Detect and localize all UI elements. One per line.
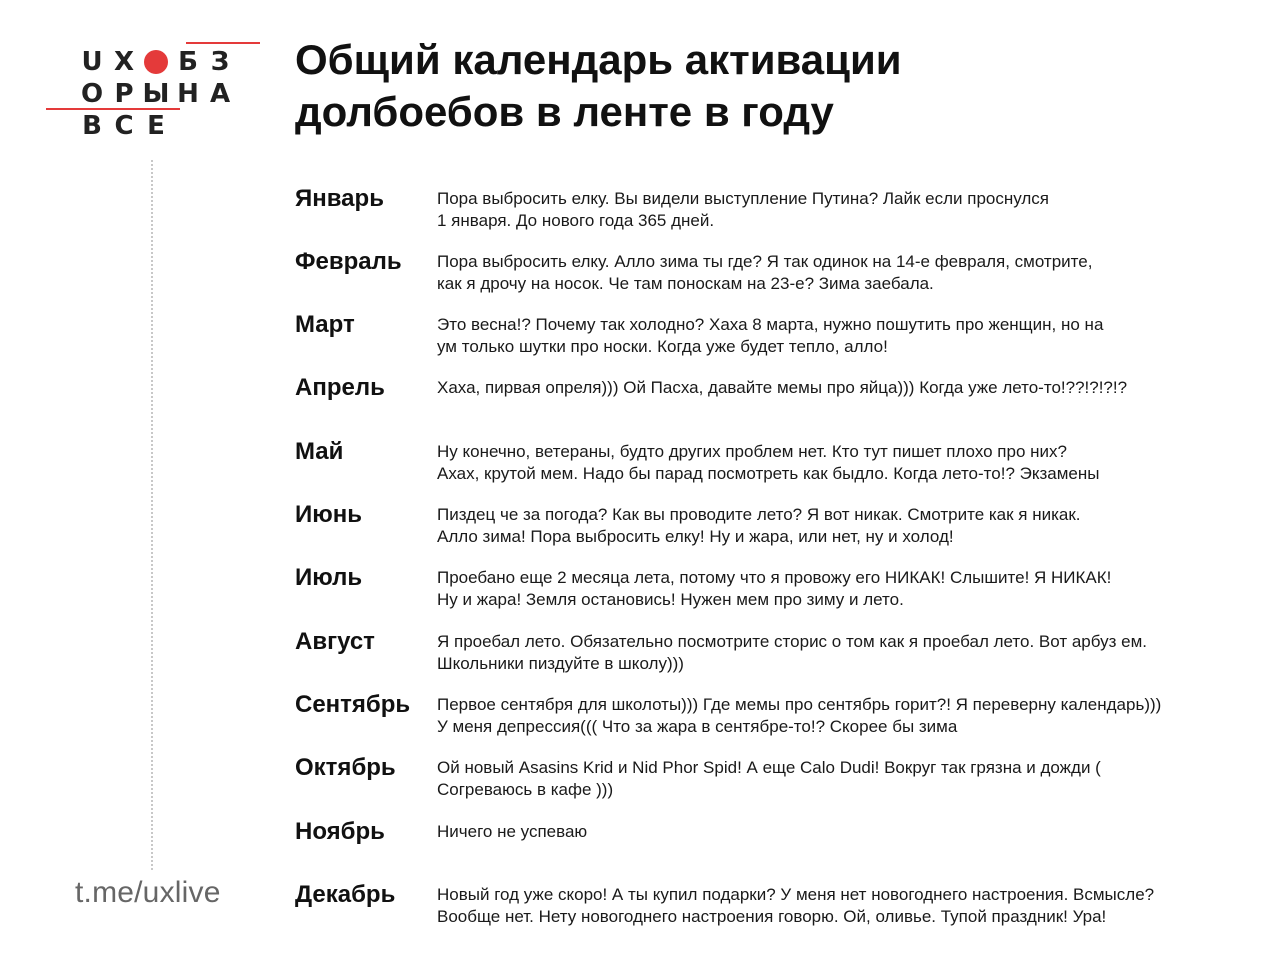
- logo-red-dot-icon: [144, 50, 168, 74]
- logo-letter: О: [80, 79, 104, 109]
- month-description: [437, 371, 1255, 399]
- month-name: Февраль: [295, 248, 402, 275]
- month-description: [437, 815, 1255, 843]
- month-row-april: [295, 371, 1255, 405]
- description-line: Первое сентября для школоты))) Где мемы про сентябрь горит?! Я переверну календарь))): [437, 695, 1162, 714]
- description-line: Алло зима! Пора выбросить елку! Ну и жара, или нет, ну и холод!: [437, 527, 954, 546]
- month-row-november: [295, 815, 1255, 849]
- description-line: Вообще нет. Нету новогоднего настроения говорю. Ой, оливье. Тупой праздник! Ура!: [437, 907, 1107, 926]
- month-description: [437, 245, 1255, 295]
- month-row-august: [295, 625, 1255, 675]
- month-name: Январь: [295, 185, 384, 212]
- logo-row: [76, 46, 246, 78]
- description-line: Проебано еще 2 месяца лета, потому что я провожу его НИКАК! Слышите! Я НИКАК!: [437, 568, 1112, 587]
- description-line: Ну конечно, ветераны, будто других проблем нет. Кто тут пишет плохо про них?: [437, 442, 1067, 461]
- description-line: Новый год уже скоро! А ты купил подарки? У меня нет новогоднего настроения. Всмысле?: [437, 885, 1155, 904]
- description-line: Ахах, крутой мем. Надо бы парад посмотреть как быдло. Когда лето-то!? Экзамены: [437, 464, 1100, 483]
- month-row-february: [295, 245, 1255, 295]
- logo-row: [76, 110, 246, 142]
- description-line: Пора выбросить елку. Алло зима ты где? Я так одинок на 14-е февраля, смотрите,: [437, 252, 1093, 271]
- month-row-october: [295, 751, 1255, 801]
- description-line: Школьники пиздуйте в школу))): [437, 654, 684, 673]
- description-line: У меня депрессия((( Что за жара в сентябре-то!? Скорее бы зима: [437, 717, 958, 736]
- description-line: Я проебал лето. Обязательно посмотрите сторис о том как я проебал лето. Вот арбуз ем.: [437, 632, 1147, 651]
- logo: [46, 38, 262, 150]
- description-line: Ну и жара! Земля остановись! Нужен мем про зиму и лето.: [437, 590, 904, 609]
- logo-letter: Б: [178, 47, 198, 77]
- logo-letter: З: [210, 47, 230, 77]
- description-line: как я дрочу на носок. Че там поноскам на 23-е? Зима заебала.: [437, 274, 934, 293]
- month-description: [437, 498, 1255, 548]
- description-line: Ничего не успеваю: [437, 822, 588, 841]
- month-row-may: [295, 435, 1255, 485]
- month-description: [437, 878, 1255, 928]
- logo-letter: Ы: [142, 79, 170, 109]
- month-name: Ноябрь: [295, 818, 385, 845]
- description-line: Пиздец че за погода? Как вы проводите лето? Я вот никак. Смотрите как я никак.: [437, 505, 1081, 524]
- description-line: Это весна!? Почему так холодно? Хаха 8 марта, нужно пошутить про женщин, но на: [437, 315, 1104, 334]
- logo-letter: А: [209, 79, 231, 109]
- logo-letter: U: [81, 47, 103, 77]
- description-line: Пора выбросить елку. Вы видели выступление Путина? Лайк если проснулся: [437, 189, 1050, 208]
- month-name: Апрель: [295, 374, 385, 401]
- month-description: [437, 625, 1255, 675]
- logo-letter: С: [114, 111, 134, 141]
- logo-letter-grid: [76, 46, 246, 142]
- month-description: [437, 435, 1255, 485]
- logo-letter: Е: [147, 111, 165, 141]
- month-name: Октябрь: [295, 754, 396, 781]
- month-name: Июнь: [295, 501, 362, 528]
- telegram-channel-link[interactable]: t.me/uxlive: [75, 876, 221, 909]
- logo-accent-line: [186, 42, 260, 44]
- month-description: [437, 182, 1255, 232]
- month-name: Июль: [295, 564, 363, 591]
- month-name: Декабрь: [295, 881, 396, 908]
- month-description: [437, 688, 1255, 738]
- logo-letter: Р: [114, 79, 134, 109]
- month-row-july: [295, 561, 1255, 611]
- month-description: [437, 561, 1255, 611]
- month-row-june: [295, 498, 1255, 548]
- month-row-december: [295, 878, 1255, 928]
- description-line: ум только шутки про носки. Когда уже будет тепло, алло!: [437, 337, 888, 356]
- logo-letter: В: [82, 111, 102, 141]
- description-line: Ой новый Asasins Krid и Nid Phor Spid! А еще Calo Dudi! Вокруг так грязна и дожди (: [437, 758, 1101, 777]
- logo-letter: Х: [113, 47, 135, 77]
- description-line: 1 января. До нового года 365 дней.: [437, 211, 715, 230]
- month-name: Март: [295, 311, 355, 338]
- month-name: Сентябрь: [295, 691, 411, 718]
- month-row-march: [295, 308, 1255, 358]
- month-description: [437, 751, 1255, 801]
- dotted-divider: [151, 160, 153, 870]
- month-row-september: [295, 688, 1255, 738]
- logo-letter: Н: [177, 79, 199, 109]
- description-line: Хаха, пирвая опреля))) Ой Пасха, давайте мемы про яйца))) Когда уже лето-то!??!?!?!?: [437, 378, 1128, 397]
- logo-row: [76, 78, 246, 110]
- month-description: [437, 308, 1255, 358]
- month-row-january: [295, 182, 1255, 232]
- description-line: Согреваюсь в кафе ))): [437, 780, 614, 799]
- page-title: Общий календарь активации долбоебов в ленте в году: [295, 36, 902, 135]
- month-name: Август: [295, 628, 375, 655]
- month-name: Май: [295, 438, 344, 465]
